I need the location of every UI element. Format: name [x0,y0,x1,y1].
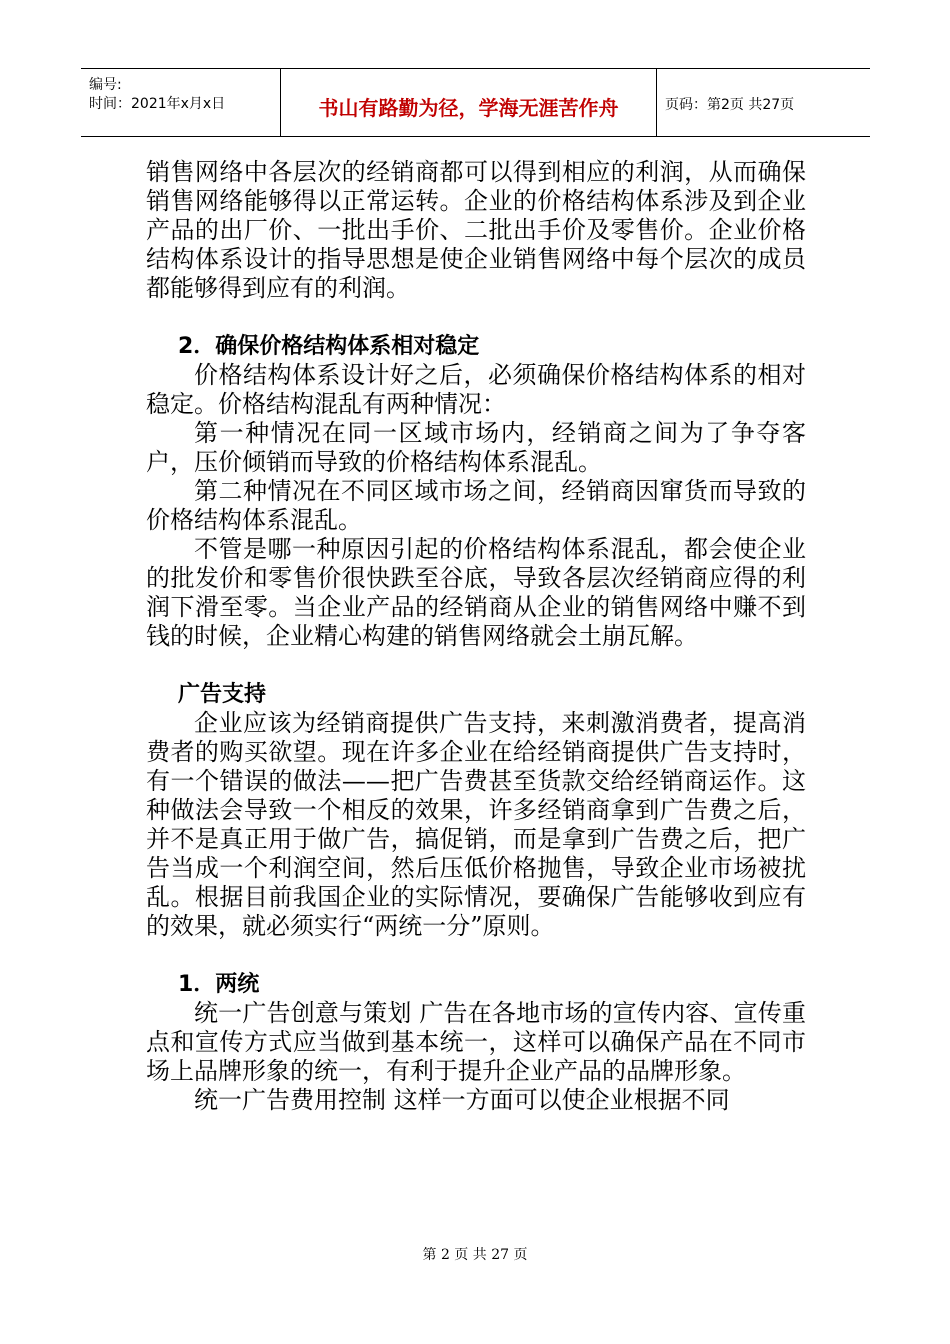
paragraph: 第二种情况在不同区域市场之间，经销商因窜货而导致的价格结构体系混乱。 [146,477,806,534]
document-body [146,158,806,1115]
paragraph: 价格结构体系设计好之后，必须确保价格结构体系的相对稳定。价格结构混乱有两种情况： [146,361,806,418]
page-footer: 第 2 页 共 27 页 [422,1247,528,1263]
header-motto: 书山有路勤为径，学海无涯苦作舟 [318,96,619,120]
header-meta [81,69,281,136]
paragraph: 第一种情况在同一区域市场内，经销商之间为了争夺客户，压价倾销而导致的价格结构体系混乱。 [146,419,806,476]
section-heading: 2．确保价格结构体系相对稳定 [178,334,480,359]
time-label: 时间：2021年x月x日 [89,96,226,112]
number-label: 编号: [89,77,122,93]
section-heading: 1．两统 [178,972,260,997]
header-page-info: 页码：第2页 共27页 [665,97,795,113]
paragraph: 不管是哪一种原因引起的价格结构体系混乱，都会使企业的批发价和零售价很快跌至谷底，导致各层次经销商应得的利润下滑至零。当企业产品的经销商从企业的销售网络中赚不到钱的时候，企业精心构建的销售网络就会土崩瓦解。 [146,535,806,650]
page-header [81,68,870,137]
paragraph: 统一广告创意与策划 广告在各地市场的宣传内容、宣传重点和宣传方式应当做到基本统一，这样可以确保产品在不同市场上品牌形象的统一，有利于提升企业产品的品牌形象。 [146,999,806,1085]
paragraph: 企业应该为经销商提供广告支持，来刺激消费者，提高消费者的购买欲望。现在许多企业在给经销商提供广告支持时，有一个错误的做法——把广告费甚至货款交给经销商运作。这种做法会导致一个相反的效果，许多经销商拿到广告费之后，并不是真正用于做广告，搞促销，而是拿到广告费之后，把广告当成一个利润空间，然后压低价格抛售，导致企业市场被扰乱。根据目前我国企业的实际情况，要确保广告能够收到应有的效果，就必须实行“两统一分”原则。 [146,709,806,940]
paragraph: 统一广告费用控制 这样一方面可以使企业根据不同 [194,1086,730,1114]
section-heading: 广告支持 [178,682,267,707]
header-motto-cell [281,69,657,136]
paragraph: 销售网络中各层次的经销商都可以得到相应的利润，从而确保销售网络能够得以正常运转。企业的价格结构体系涉及到企业产品的出厂价、一批出手价、二批出手价及零售价。企业价格结构体系设计的指导思想是使企业销售网络中每个层次的成员都能够得到应有的利润。 [146,158,806,302]
